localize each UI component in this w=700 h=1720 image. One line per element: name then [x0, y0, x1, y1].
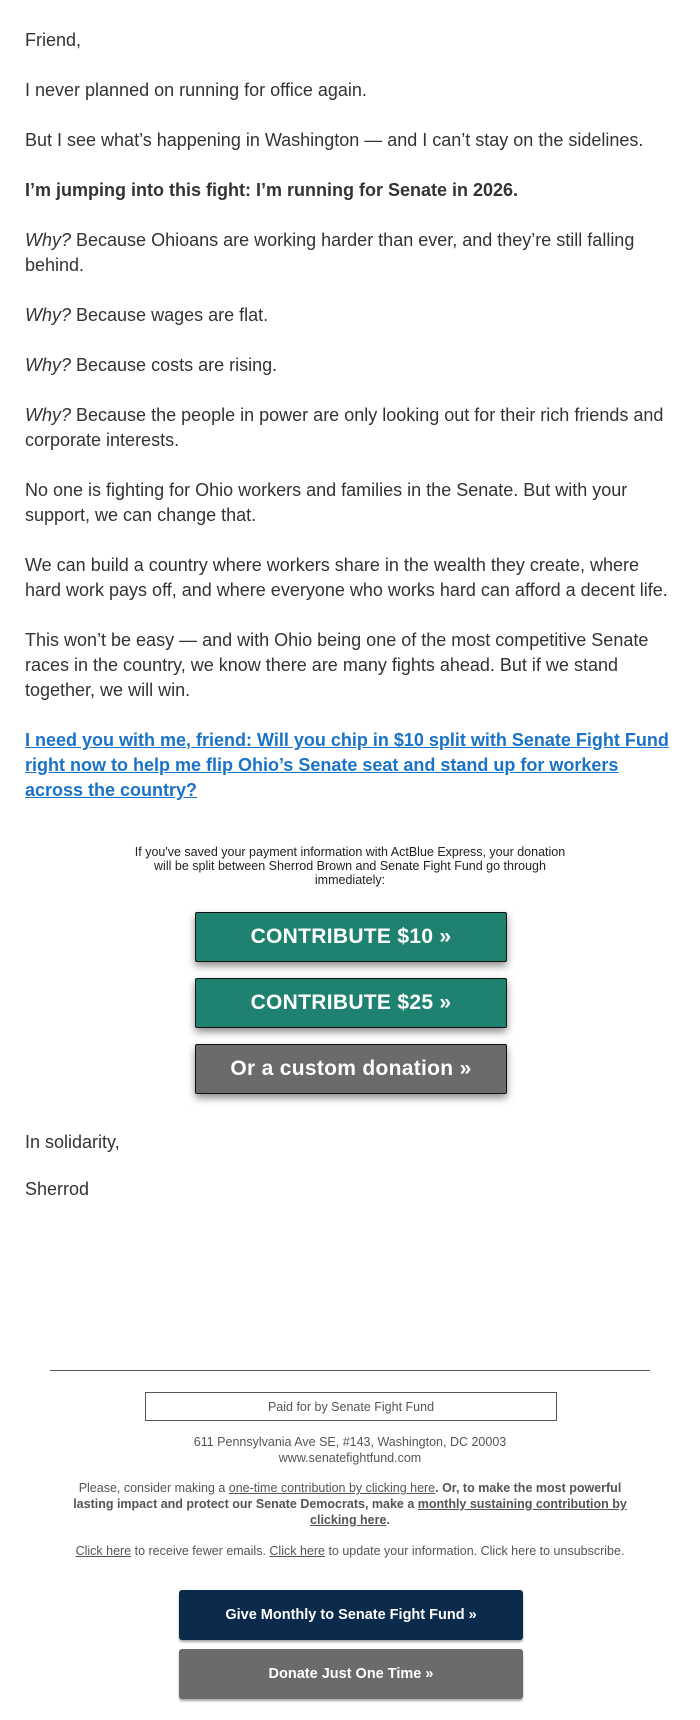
contribute-10-button[interactable]: CONTRIBUTE $10 »: [195, 912, 507, 962]
paragraph-6: This won’t be easy — and with Ohio being one of the most competitive Senate races in the country, we know there are many fights ahead. But if we stand together, we will win.: [25, 630, 649, 700]
footer-divider: [50, 1370, 650, 1371]
why-paragraph-2: [25, 303, 675, 328]
signature-name: Sherrod: [25, 1179, 90, 1199]
actblue-express-note: If you've saved your payment information with ActBlue Express, your donation will be split between Sherrod Brown and Senate Fight Fund go through immediately:: [134, 845, 566, 887]
footer-appeal: [70, 1480, 630, 1528]
why-label: Why?: [25, 230, 72, 250]
contribute-25-button[interactable]: CONTRIBUTE $25 »: [195, 978, 507, 1028]
closing: In solidarity,: [25, 1132, 120, 1152]
chip-in-link[interactable]: I need you with me, friend: Will you chip in $10 split with Senate Fight Fund right now to help me flip Ohio’s Senate seat and stand up for workers across the country?: [25, 730, 669, 800]
paragraph-4: No one is fighting for Ohio workers and families in the Senate. But with your support, we can change that.: [25, 480, 628, 525]
custom-donation-button[interactable]: Or a custom donation »: [195, 1044, 507, 1094]
paid-for-box: Paid for by Senate Fight Fund: [145, 1392, 557, 1421]
update-info-link[interactable]: Click here: [269, 1544, 325, 1558]
unsubscribe-text: to update your information. Click here to unsubscribe.: [324, 1544, 625, 1558]
why-text: Because wages are flat.: [71, 305, 269, 325]
paragraph-2: But I see what’s happening in Washington — and I can’t stay on the sidelines.: [25, 130, 644, 150]
one-time-contribution-link[interactable]: one-time contribution by clicking here: [228, 1481, 436, 1495]
appeal-middle: . Or, to make the most powerful lasting impact and protect our Senate Democrats, make a: [73, 1481, 622, 1511]
signoff: [25, 1130, 675, 1202]
paragraph-1: I never planned on running for office again.: [25, 80, 367, 100]
fewer-emails-text: to receive fewer emails.: [131, 1544, 270, 1558]
donate-one-time-button[interactable]: Donate Just One Time »: [179, 1649, 523, 1699]
give-monthly-button[interactable]: Give Monthly to Senate Fight Fund »: [179, 1590, 523, 1640]
appeal-end: .: [386, 1513, 390, 1527]
monthly-contribution-link[interactable]: monthly sustaining contribution by clicking here: [310, 1497, 627, 1527]
why-text: Because costs are rising.: [71, 355, 278, 375]
appeal-prefix: Please, consider making a: [78, 1481, 229, 1495]
announcement: I’m jumping into this fight: I’m running for Senate in 2026.: [25, 180, 519, 200]
paragraph-5: We can build a country where workers share in the wealth they create, where hard work pays off, and where everyone who works hard can afford a decent life.: [25, 555, 668, 600]
greeting: Friend,: [25, 30, 82, 50]
why-paragraph-4: [25, 403, 675, 453]
why-label: Why?: [25, 305, 72, 325]
cta-paragraph: [25, 728, 675, 803]
why-paragraph-1: [25, 228, 675, 278]
website: www.senatefightfund.com: [278, 1451, 422, 1465]
why-text: Because Ohioans are working harder than ever, and they’re still falling behind.: [25, 230, 635, 275]
fewer-emails-link[interactable]: Click here: [75, 1544, 132, 1558]
why-label: Why?: [25, 355, 72, 375]
footer-address-block: [70, 1434, 630, 1466]
why-text: Because the people in power are only looking out for their rich friends and corporate interests.: [25, 405, 664, 450]
mailing-address: 611 Pennsylvania Ave SE, #143, Washington, DC 20003: [193, 1435, 507, 1449]
why-label: Why?: [25, 405, 72, 425]
email-preferences: [70, 1543, 630, 1559]
letter-body: [25, 28, 675, 803]
why-paragraph-3: [25, 353, 675, 378]
